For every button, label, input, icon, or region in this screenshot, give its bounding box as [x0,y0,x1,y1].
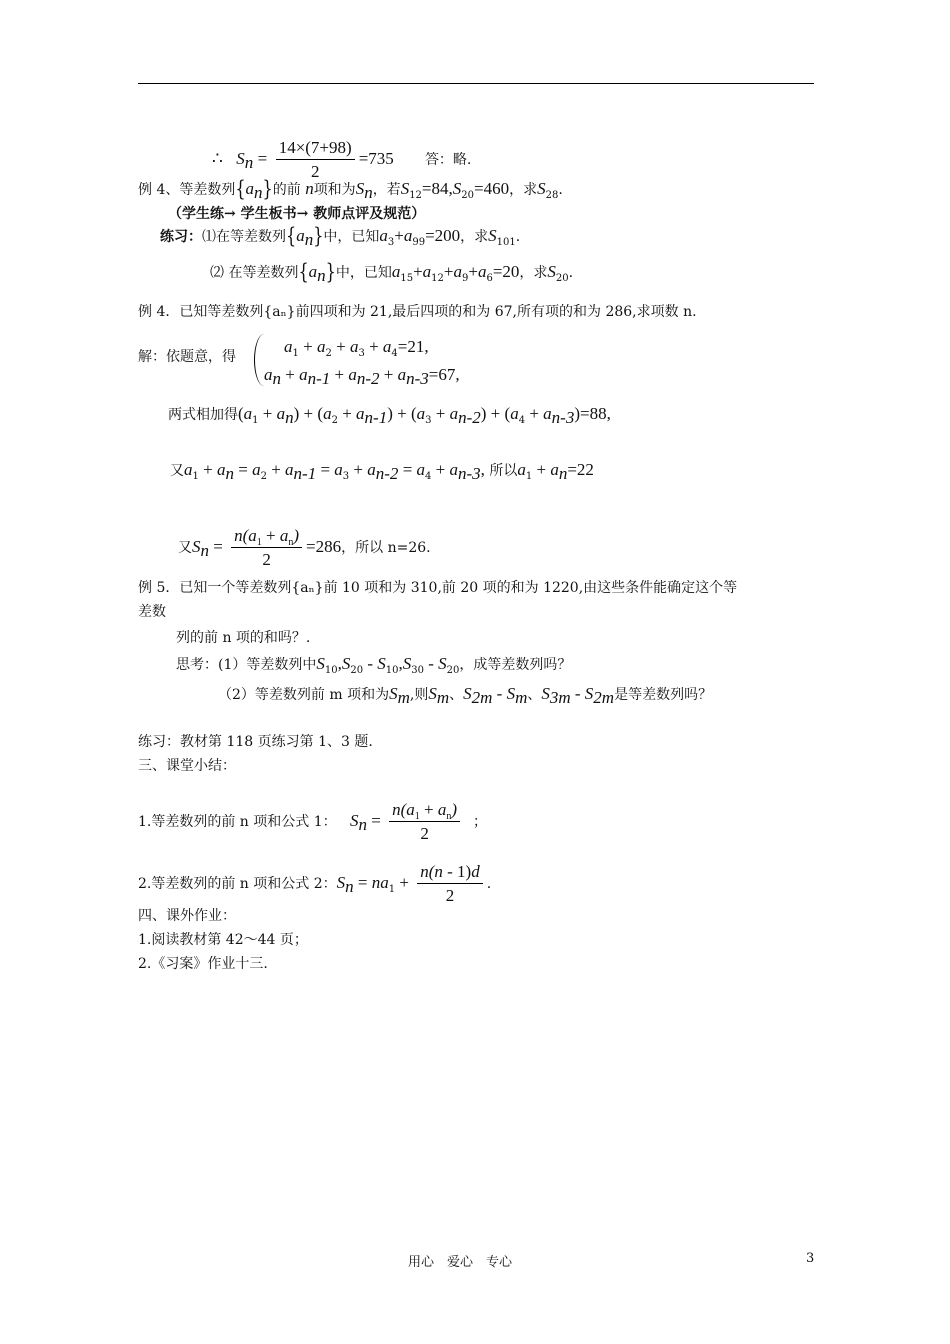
example-5-line2: 差数 [138,604,166,620]
think-1: 思考：(1）等差数列中$S_{10},S_{20} - S_{10},S_{30} - S_{20}$，成等差数列吗？ [176,654,572,676]
practice-1: 练习：⑴在等差数列$\{a_n\}$中，已知$a_3+a_{99}=200$，求$S_{101}$. [160,222,521,249]
example-4b: 例 4．已知等差数列{aₙ}前四项和为 21,最后四项的和为 67,所有项的和为 286,求项数 n. [138,304,697,320]
homework-item-1: 1.阅读教材第 42～44 页； [138,932,308,948]
final-step: 又$S_n$ = $\frac{n(a_1 + a_n)}{2}$ =286，所以 n=26. [178,526,431,569]
fraction: $\frac{14\times(7+98)}{2}$ [276,138,355,182]
think-2: （2）等差数列前 m 项和为$S_m$,则$S_m$、$S_{2m} - S_m$、$S_{3m} - S_{2m}$是等差数列吗？ [218,684,713,707]
equal-sums-step: 又$a_1 + a_n = a_2 + a_{n-1} = a_3 + a_{n-2} = a_4 + a_{n-3}$, 所以$a_1 + a_n=22$ [170,460,594,483]
solution-intro: 解：依题意，得 [138,349,236,365]
homework-item-2: 2.《习案》作业十三. [138,956,268,972]
header-rule [138,83,814,84]
equation-2: $a_n + a_{n-1} + a_{n-2} + a_{n-3}=67$, [264,365,460,388]
homework-heading: 四、课外作业： [138,908,236,924]
example-4a: 例 4、等差数列$\{a_n\}$的前 n项和为$S_n$，若$S_{12}=84,S_{20}=460$，求$S_{28}$. [138,175,563,202]
practice-textbook: 练习：教材第 118 页练习第 1、3 题. [138,734,373,750]
page-number: 3 [806,1251,815,1266]
sum-step: 两式相加得$(a_1 + a_n) + (a_2 + a_{n-1}) + (a_3 + a_{n-2}) + (a_4 + a_{n-3})=88$, [168,404,611,427]
footer-motto: 用心 爱心 专心 [408,1255,513,1270]
example-5-line3: 列的前 n 项的和吗？. [176,630,311,646]
sum-result-line: ∴ $S_n$ = $\frac{14\times(7+98)}{2}$ =735 答：略. [212,138,472,181]
formula-1: 1.等差数列的前 n 项和公式 1： $S_n$ = $\frac{n(a_1 + a_n)}{2}$ ； [138,800,487,843]
formula-2: 2.等差数列的前 n 项和公式 2：$S_n = na_1$ + $\frac{n(n - 1)d}{2}$ . [138,862,492,905]
teaching-flow: （学生练→ 学生板书→ 教师点评及规范） [168,206,426,222]
equation-1: $a_1 + a_2 + a_3 + a_4=21$, [284,337,429,359]
example-5-line1: 例 5．已知一个等差数列{aₙ}前 10 项和为 310,前 20 项的和为 1220,由这些条件能确定这个等 [138,580,738,596]
practice-2: ⑵ 在等差数列$\{a_n\}$中，已知$a_{15}+a_{12}+a_9+a_6=20$，求$S_{20}$. [210,258,574,285]
summary-heading: 三、课堂小结： [138,758,236,774]
